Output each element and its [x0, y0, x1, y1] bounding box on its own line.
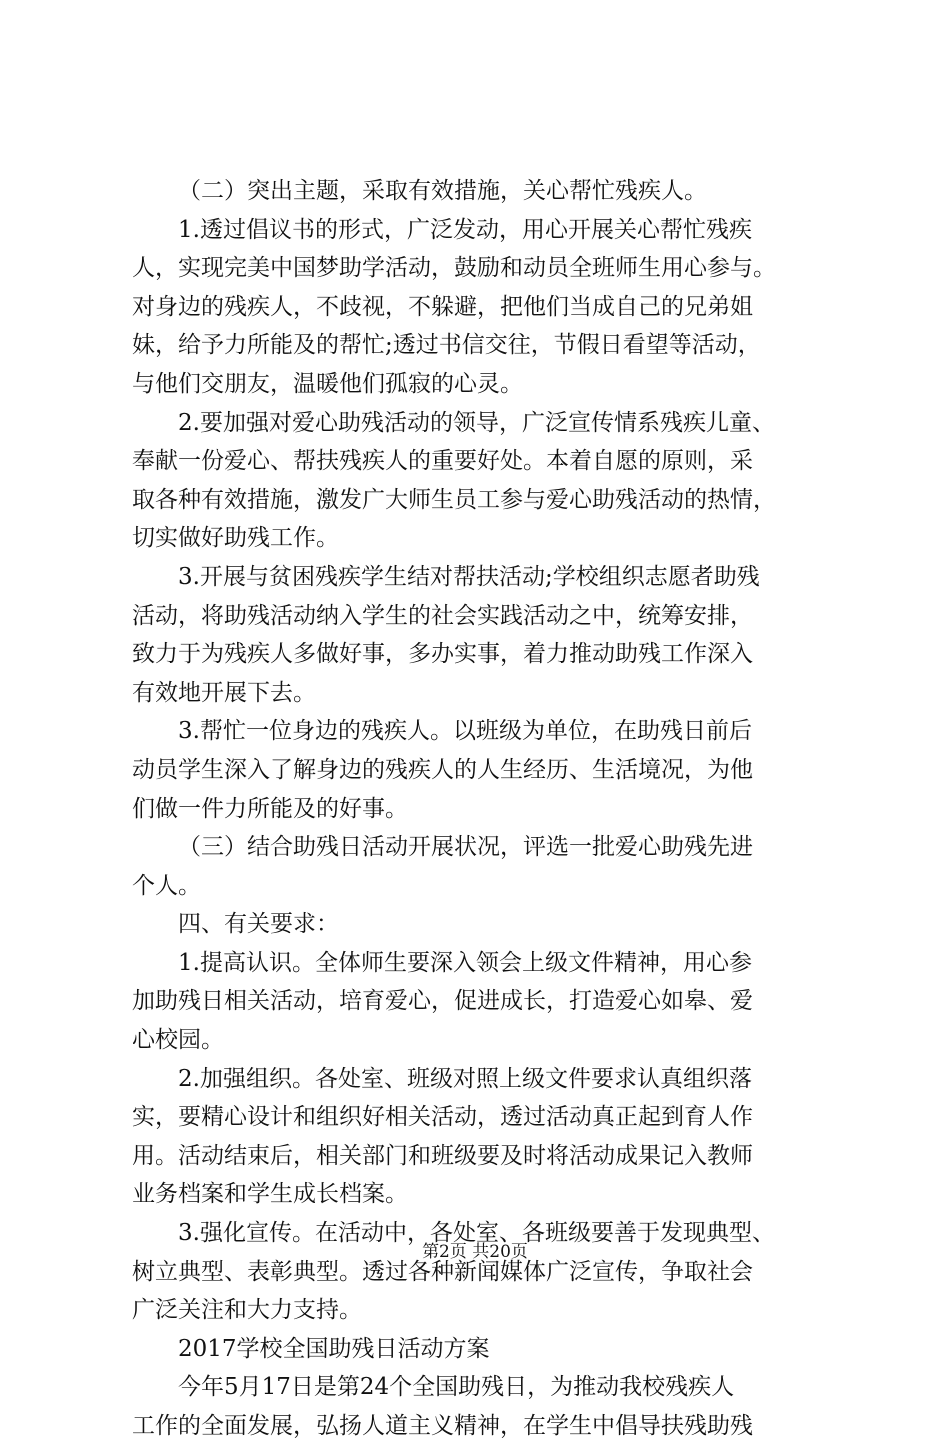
text-line: 实，要精心设计和组织好相关活动，透过活动真正起到育人作	[132, 1104, 753, 1131]
text-line: 们做一件力所能及的好事。	[132, 795, 408, 822]
text-line: 个人。	[132, 872, 201, 899]
text-line: 用。活动结束后，相关部门和班级要及时将活动成果记入教师	[132, 1142, 753, 1169]
text-line: 有效地开展下去。	[132, 679, 316, 706]
page-footer	[0, 1240, 950, 1264]
text-line: 2.要加强对爱心助残活动的领导，广泛宣传情系残疾儿童、	[178, 409, 775, 436]
text-line: 活动，将助残活动纳入学生的社会实践活动之中，统筹安排，	[132, 602, 753, 629]
text-line: （二）突出主题，采取有效措施，关心帮忙残疾人。	[178, 178, 707, 204]
text-line: 1.提高认识。全体师生要深入领会上级文件精神，用心参	[178, 949, 752, 976]
text-line: 切实做好助残工作。	[132, 525, 339, 552]
text-line: 2.加强组织。各处室、班级对照上级文件要求认真组织落	[178, 1065, 752, 1092]
text-line: 动员学生深入了解身边的残疾人的人生经历、生活境况，为他	[132, 756, 753, 783]
text-line: 与他们交朋友，温暖他们孤寂的心灵。	[132, 370, 523, 397]
text-line: 广泛关注和大力支持。	[132, 1297, 362, 1324]
text-line: 3.强化宣传。在活动中，各处室、各班级要善于发现典型、	[178, 1220, 775, 1247]
text-line: 心校园。	[132, 1027, 224, 1054]
text-line: 工作的全面发展，弘扬人道主义精神，在学生中倡导扶残助残	[132, 1413, 753, 1439]
text-line: 1.透过倡议书的形式，广泛发动，用心开展关心帮忙残疾	[178, 216, 752, 243]
text-line: 奉献一份爱心、帮扶残疾人的重要好处。本着自愿的原则，采	[132, 448, 753, 475]
text-line: （三）结合助残日活动开展状况，评选一批爱心助残先进	[178, 834, 753, 861]
text-line: 树立典型、表彰典型。透过各种新闻媒体广泛宣传，争取社会	[132, 1258, 753, 1285]
text-line: 取各种有效措施，激发广大师生员工参与爱心助残活动的热情，	[132, 486, 776, 513]
text-line: 妹，给予力所能及的帮忙;透过书信交往，节假日看望等活动，	[132, 332, 761, 359]
text-line: 今年5月17日是第24个全国助残日，为推动我校残疾人	[178, 1374, 735, 1401]
text-line: 业务档案和学生成长档案。	[132, 1181, 408, 1208]
text-line: 3.帮忙一位身边的残疾人。以班级为单位，在助残日前后	[178, 718, 752, 745]
text-line: 加助残日相关活动，培育爱心，促进成长，打造爱心如皋、爱	[132, 988, 753, 1015]
text-line: 致力于为残疾人多做好事，多办实事，着力推动助残工作深入	[132, 641, 753, 668]
text-line: 人，实现完美中国梦助学活动，鼓励和动员全班师生用心参与。	[132, 255, 776, 282]
text-line: 3.开展与贫困残疾学生结对帮扶活动;学校组织志愿者助残	[178, 563, 760, 590]
text-line: 四、有关要求：	[178, 911, 339, 938]
text-line: 对身边的残疾人，不歧视，不躲避，把他们当成自己的兄弟姐	[132, 293, 753, 320]
page-number: 第2页 共20页	[422, 1242, 528, 1262]
section-heading: 2017学校全国助残日活动方案	[178, 1335, 490, 1362]
